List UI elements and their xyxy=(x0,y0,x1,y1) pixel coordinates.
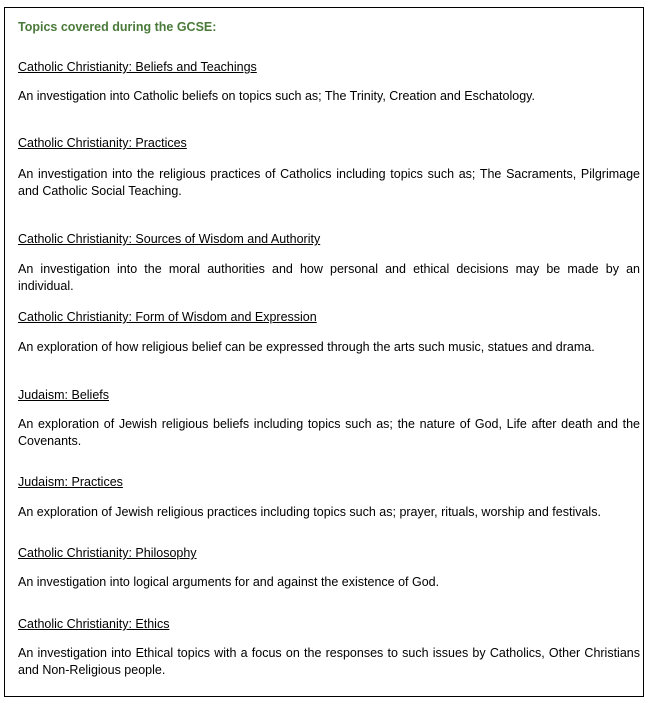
topic-description-judaism-beliefs: An exploration of Jewish religious beliefs including topics such as; the nature of God, Life after death and the Covenants. xyxy=(18,417,640,448)
topic-description-beliefs-teachings: An investigation into Catholic beliefs on topics such as; The Trinity, Creation and Eschatology. xyxy=(18,89,535,103)
topic-title-philosophy: Catholic Christianity: Philosophy xyxy=(18,546,197,560)
topic-title-practices: Catholic Christianity: Practices xyxy=(18,136,187,150)
topic-title-ethics: Catholic Christianity: Ethics xyxy=(18,617,170,631)
topic-title-beliefs-teachings: Catholic Christianity: Beliefs and Teachings xyxy=(18,60,257,74)
topics-box xyxy=(4,7,644,697)
topic-description-sources-wisdom-authority: An investigation into the moral authorities and how personal and ethical decisions may be made by an individual. xyxy=(18,262,640,293)
section-heading: Topics covered during the GCSE: xyxy=(18,20,217,34)
topic-title-form-wisdom-expression: Catholic Christianity: Form of Wisdom and Expression xyxy=(18,310,317,324)
topic-description-philosophy: An investigation into logical arguments for and against the existence of God. xyxy=(18,575,440,589)
topic-title-sources-wisdom-authority: Catholic Christianity: Sources of Wisdom and Authority xyxy=(18,232,321,246)
topic-title-judaism-beliefs: Judaism: Beliefs xyxy=(18,388,110,402)
topic-description-ethics: An investigation into Ethical topics with a focus on the responses to such issues by Catholics, Other Christians and Non-Religious people. xyxy=(18,646,640,677)
topic-description-form-wisdom-expression: An exploration of how religious belief can be expressed through the arts such music, statues and drama. xyxy=(18,340,595,354)
topic-title-judaism-practices: Judaism: Practices xyxy=(18,475,123,489)
topic-description-judaism-practices: An exploration of Jewish religious practices including topics such as; prayer, rituals, worship and festivals. xyxy=(18,505,601,519)
topic-description-practices: An investigation into the religious practices of Catholics including topics such as; The Sacraments, Pilgrimage and Catholic Social Teaching. xyxy=(18,167,640,198)
